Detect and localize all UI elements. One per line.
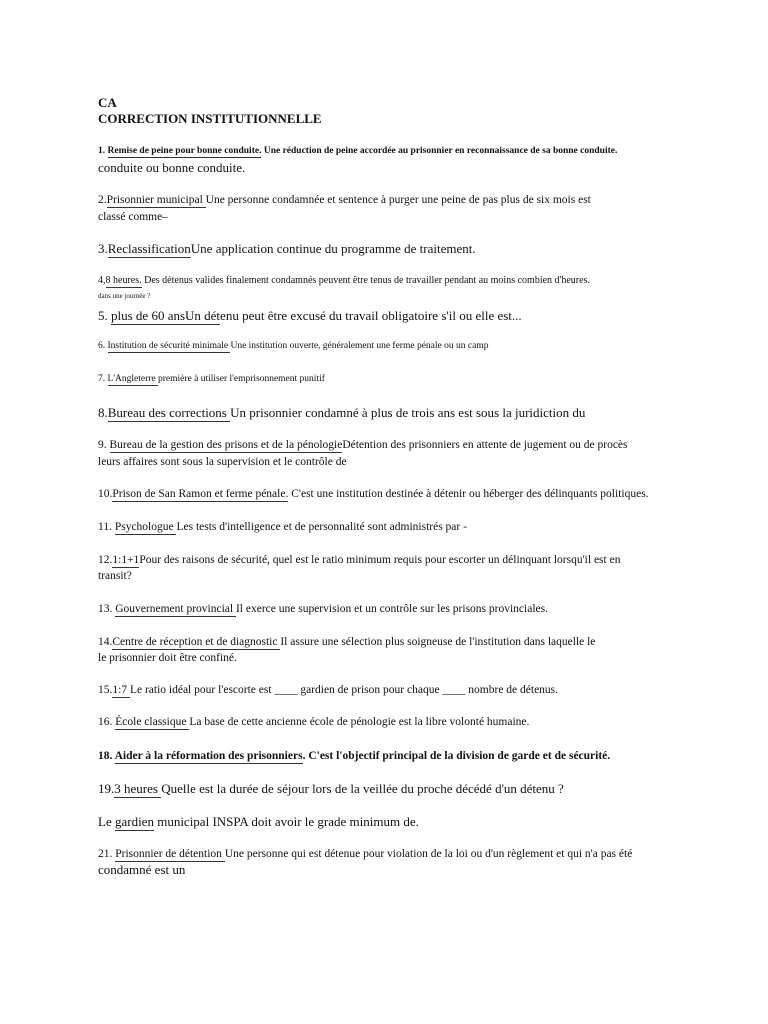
question-text: Il assure une sélection plus soigneuse de l'institution dans laquelle le (280, 636, 596, 648)
question-number: 21. (98, 848, 116, 860)
answer: École classique (115, 716, 190, 728)
question-text: Une application continue du programme de traitement. (190, 241, 476, 256)
question-text: Les tests d'intelligence et de personnalité sont administrés par - (176, 521, 467, 533)
answer: plus de 60 ansUn dét (111, 308, 221, 323)
answer: gardien (114, 814, 154, 829)
question-6 (98, 341, 488, 352)
document-title: CORRECTION INSTITUTIONNELLE (98, 111, 322, 126)
question-14 (98, 636, 595, 649)
answer: Remise de peine pour bonne conduite. (107, 146, 262, 156)
question-number: 8. (98, 405, 108, 420)
answer: Prisonnier de détention (115, 848, 225, 860)
header-ca: CA (98, 95, 117, 110)
question-16 (98, 716, 529, 729)
question-9 (98, 439, 628, 452)
question-8 (98, 406, 585, 421)
question-11 (98, 521, 467, 534)
question-number: 19. (98, 781, 115, 796)
question-number: 14. (98, 636, 113, 648)
question-number: 11. (98, 521, 115, 533)
question-4 (98, 275, 590, 287)
answer: Prison de San Ramon et ferme pénale. (112, 488, 289, 500)
question-text: Une personne condamnée et sentence à purger une peine de pas plus de six mois est (205, 194, 591, 206)
question-text: Un prisonnier condamné à plus de trois ans est sous la juridiction du (230, 405, 586, 420)
question-20 (98, 815, 419, 830)
question-12 (98, 554, 620, 567)
question-number: 6. (98, 341, 108, 351)
question-text: . C'est l'objectif principal de la division de garde et de sécurité. (302, 750, 611, 762)
answer: Psychologue (114, 521, 177, 533)
answer: Centre de réception et de diagnostic (112, 636, 281, 648)
question-number: 18. (98, 750, 115, 762)
answer: Bureau des corrections (107, 405, 231, 420)
question-text: Le ratio idéal pour l'escorte est ____ gardien de prison pour chaque ____ nombre de détenus. (129, 684, 559, 696)
question-15 (98, 684, 558, 697)
question-text: Une institution ouverte, généralement une ferme pénale ou un camp (230, 341, 489, 351)
question-text: enu peut être excusé du travail obligatoire s'il ou elle est... (220, 308, 522, 323)
question-9-line-2: leurs affaires sont sous la supervision et le contrôle de (98, 456, 347, 468)
question-number: 9. (98, 439, 110, 451)
question-number: 7. (98, 374, 108, 384)
question-text: Une réduction de peine accordée au prisonnier en reconnaissance de sa bonne conduite. (261, 146, 618, 156)
answer: Prisonnier municipal (106, 194, 206, 206)
answer: Bureau de la gestion des prisons et de la pénologie (109, 439, 343, 451)
question-number: 16. (98, 716, 116, 728)
question-number: 4, (98, 275, 106, 286)
question-19 (98, 782, 564, 797)
question-12-line-2: transit? (98, 570, 132, 582)
answer: Institution de sécurité minimale (107, 341, 231, 351)
answer: 1:1+1 (112, 554, 140, 566)
question-number: 15. (98, 684, 113, 696)
answer: L'Angleterre (107, 374, 159, 384)
question-number: 5. (98, 308, 111, 323)
question-4-line-2: dans une journée ? (98, 292, 151, 300)
question-text: Détention des prisonniers en attente de jugement ou de procès (342, 439, 628, 451)
question-1 (98, 146, 617, 157)
question-text: première à utiliser l'emprisonnement punitif (158, 374, 325, 384)
question-number: 12. (98, 554, 113, 566)
answer: 3 heures (114, 781, 162, 796)
question-number: 3. (98, 241, 108, 256)
question-number: 10. (98, 488, 113, 500)
question-5 (98, 309, 522, 324)
question-prefix: Le (98, 814, 115, 829)
question-text: La base de cette ancienne école de pénologie est la libre volonté humaine. (189, 716, 530, 728)
answer: Reclassification (107, 241, 191, 256)
question-number: 1. (98, 146, 108, 156)
question-text: Quelle est la durée de séjour lors de la veillée du proche décédé d'un détenu ? (161, 781, 564, 796)
question-3 (98, 242, 476, 257)
question-number: 2. (98, 194, 107, 206)
question-number: 13. (98, 603, 116, 615)
question-2-line-2: classé comme– (98, 211, 168, 223)
question-text: municipal INSPA doit avoir le grade minimum de. (153, 814, 419, 829)
question-2 (98, 194, 591, 207)
answer: Gouvernement provincial (115, 603, 236, 615)
question-text: C'est une institution destinée à détenir ou héberger des délinquants politiques. (288, 488, 649, 500)
question-14-line-2: le prisonnier doit être confiné. (98, 652, 237, 664)
answer: 1:7 (112, 684, 130, 696)
answer: Aider à la réformation des prisonniers (114, 750, 303, 762)
question-21-line-2: condamné est un (98, 862, 186, 877)
question-text: Une personne qui est détenue pour violation de la loi ou d'un règlement et qui n'a pas été (224, 848, 633, 860)
question-1-line-2: conduite ou bonne conduite. (98, 160, 246, 175)
question-21 (98, 848, 632, 861)
answer: 8 heures. (105, 275, 142, 286)
question-text: Des détenus valides finalement condamnés peuvent être tenus de travailler pendant au moins combien d'heures. (141, 275, 590, 286)
question-13 (98, 603, 548, 616)
question-7 (98, 374, 325, 385)
question-text: Il exerce une supervision et un contrôle sur les prisons provinciales. (235, 603, 548, 615)
question-text: Pour des raisons de sécurité, quel est le ratio minimum requis pour escorter un délinquant lorsqu'il est en (139, 554, 621, 566)
question-18 (98, 750, 610, 763)
question-10 (98, 488, 649, 501)
